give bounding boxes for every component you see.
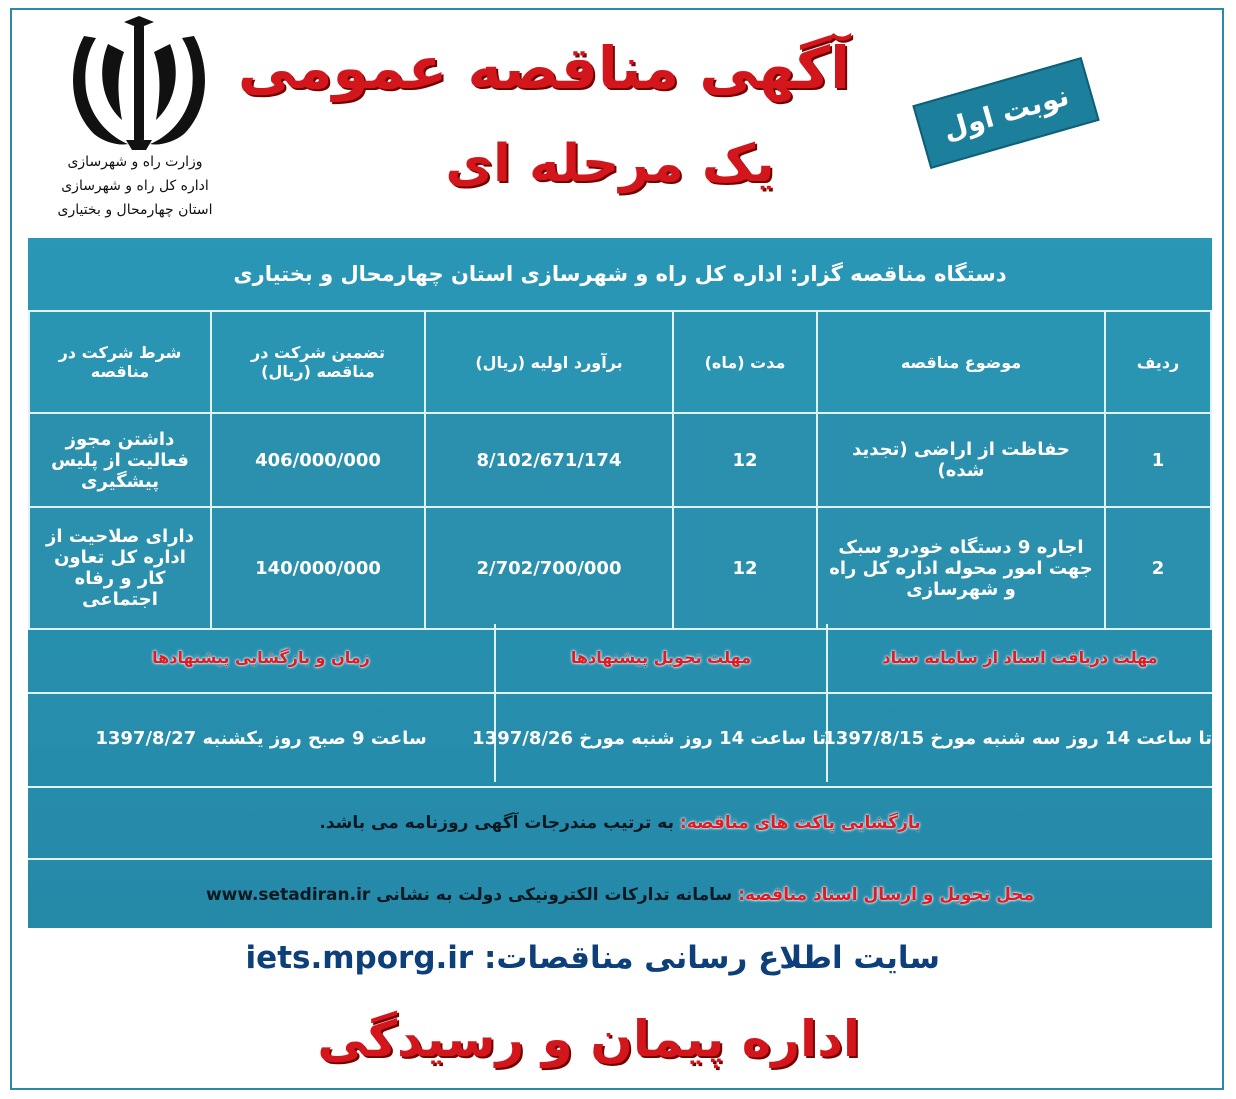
- col-header-condition: شرط شرکت در مناقصه: [29, 311, 211, 413]
- deadline-docs-value: تا ساعت 14 روز سه شنبه مورخ 1397/8/15: [828, 692, 1212, 784]
- page-title: آگهی مناقصه عمومی: [237, 34, 850, 102]
- delivery-row: [28, 858, 1212, 930]
- issuer-line: دستگاه مناقصه گزار: اداره کل راه و شهرسازی استان چهارمحال و بختیاری: [233, 262, 1007, 286]
- col-header-guarantee: تضمین شرکت در مناقصه (ریال): [211, 311, 425, 413]
- deadline-docs-label: مهلت دریافت اسناد از سامانه ستاد: [882, 648, 1158, 667]
- cell-condition: دارای صلاحیت از اداره کل تعاون کار و رفاه اجتماعی: [29, 507, 211, 629]
- deadline-opening-label: زمان و بازگشایی پیشنهادها: [152, 648, 370, 667]
- table-header-row: [29, 311, 1211, 413]
- tender-panel: [28, 238, 1212, 928]
- deadlines-section: [28, 624, 1212, 782]
- col-header-duration: مدت (ماه): [673, 311, 817, 413]
- col-header-estimate: برآورد اولیه (ریال): [425, 311, 673, 413]
- page-subtitle: یک مرحله ای: [445, 134, 775, 194]
- deadline-opening: [28, 624, 494, 782]
- cell-estimate: 8/102/671/174: [425, 413, 673, 507]
- deadline-submit: [472, 624, 826, 782]
- cell-no: 1: [1105, 413, 1211, 507]
- ministry-block: [30, 150, 240, 222]
- cell-guarantee: 406/000/000: [211, 413, 425, 507]
- cell-guarantee: 140/000/000: [211, 507, 425, 629]
- tender-table: [28, 310, 1212, 630]
- table-row: [29, 507, 1211, 629]
- deadline-submit-value: تا ساعت 14 روز شنبه مورخ 1397/8/26: [496, 692, 826, 784]
- cell-duration: 12: [673, 413, 817, 507]
- table-row: [29, 413, 1211, 507]
- cell-no: 2: [1105, 507, 1211, 629]
- delivery-label: محل تحویل و ارسال اسناد مناقصه:: [738, 885, 1035, 905]
- deadline-opening-value: ساعت 9 صبح روز یکشنبه 1397/8/27: [28, 692, 494, 784]
- col-header-no: ردیف: [1105, 311, 1211, 413]
- cell-subject: اجاره 9 دستگاه خودرو سبک جهت امور محوله اداره کل راه و شهرسازی: [817, 507, 1105, 629]
- cell-condition: داشتن مجوز فعالیت از پلیس پیشگیری: [29, 413, 211, 507]
- envelope-opening-label: بازگشایی پاکت های مناقصه:: [679, 813, 921, 833]
- round-badge: نوبت اول: [912, 57, 1099, 169]
- ministry-line-3: استان چهارمحال و بختیاری: [57, 202, 213, 218]
- cell-duration: 12: [673, 507, 817, 629]
- info-site-line: سایت اطلاع رسانی مناقصات: iets.mporg.ir: [245, 940, 940, 976]
- envelope-opening-row: [28, 786, 1212, 858]
- envelope-opening-text: به ترتیب مندرجات آگهی روزنامه می باشد.: [319, 813, 674, 833]
- cell-estimate: 2/702/700/000: [425, 507, 673, 629]
- cell-subject: حفاظت از اراضی (تجدید شده): [817, 413, 1105, 507]
- footer-department: اداره پیمان و رسیدگی: [317, 1010, 860, 1068]
- ministry-line-2: اداره کل راه و شهرسازی: [61, 178, 209, 194]
- deadline-docs: [823, 624, 1212, 782]
- deadline-submit-label: مهلت تحویل پیشنهادها: [570, 648, 752, 667]
- iran-emblem-icon: [64, 16, 214, 154]
- delivery-text: سامانه تدارکات الکترونیکی دولت به نشانی www.setadiran.ir: [205, 885, 733, 905]
- col-header-subject: موضوع مناقصه: [817, 311, 1105, 413]
- ministry-line-1: وزارت راه و شهرسازی: [67, 154, 203, 170]
